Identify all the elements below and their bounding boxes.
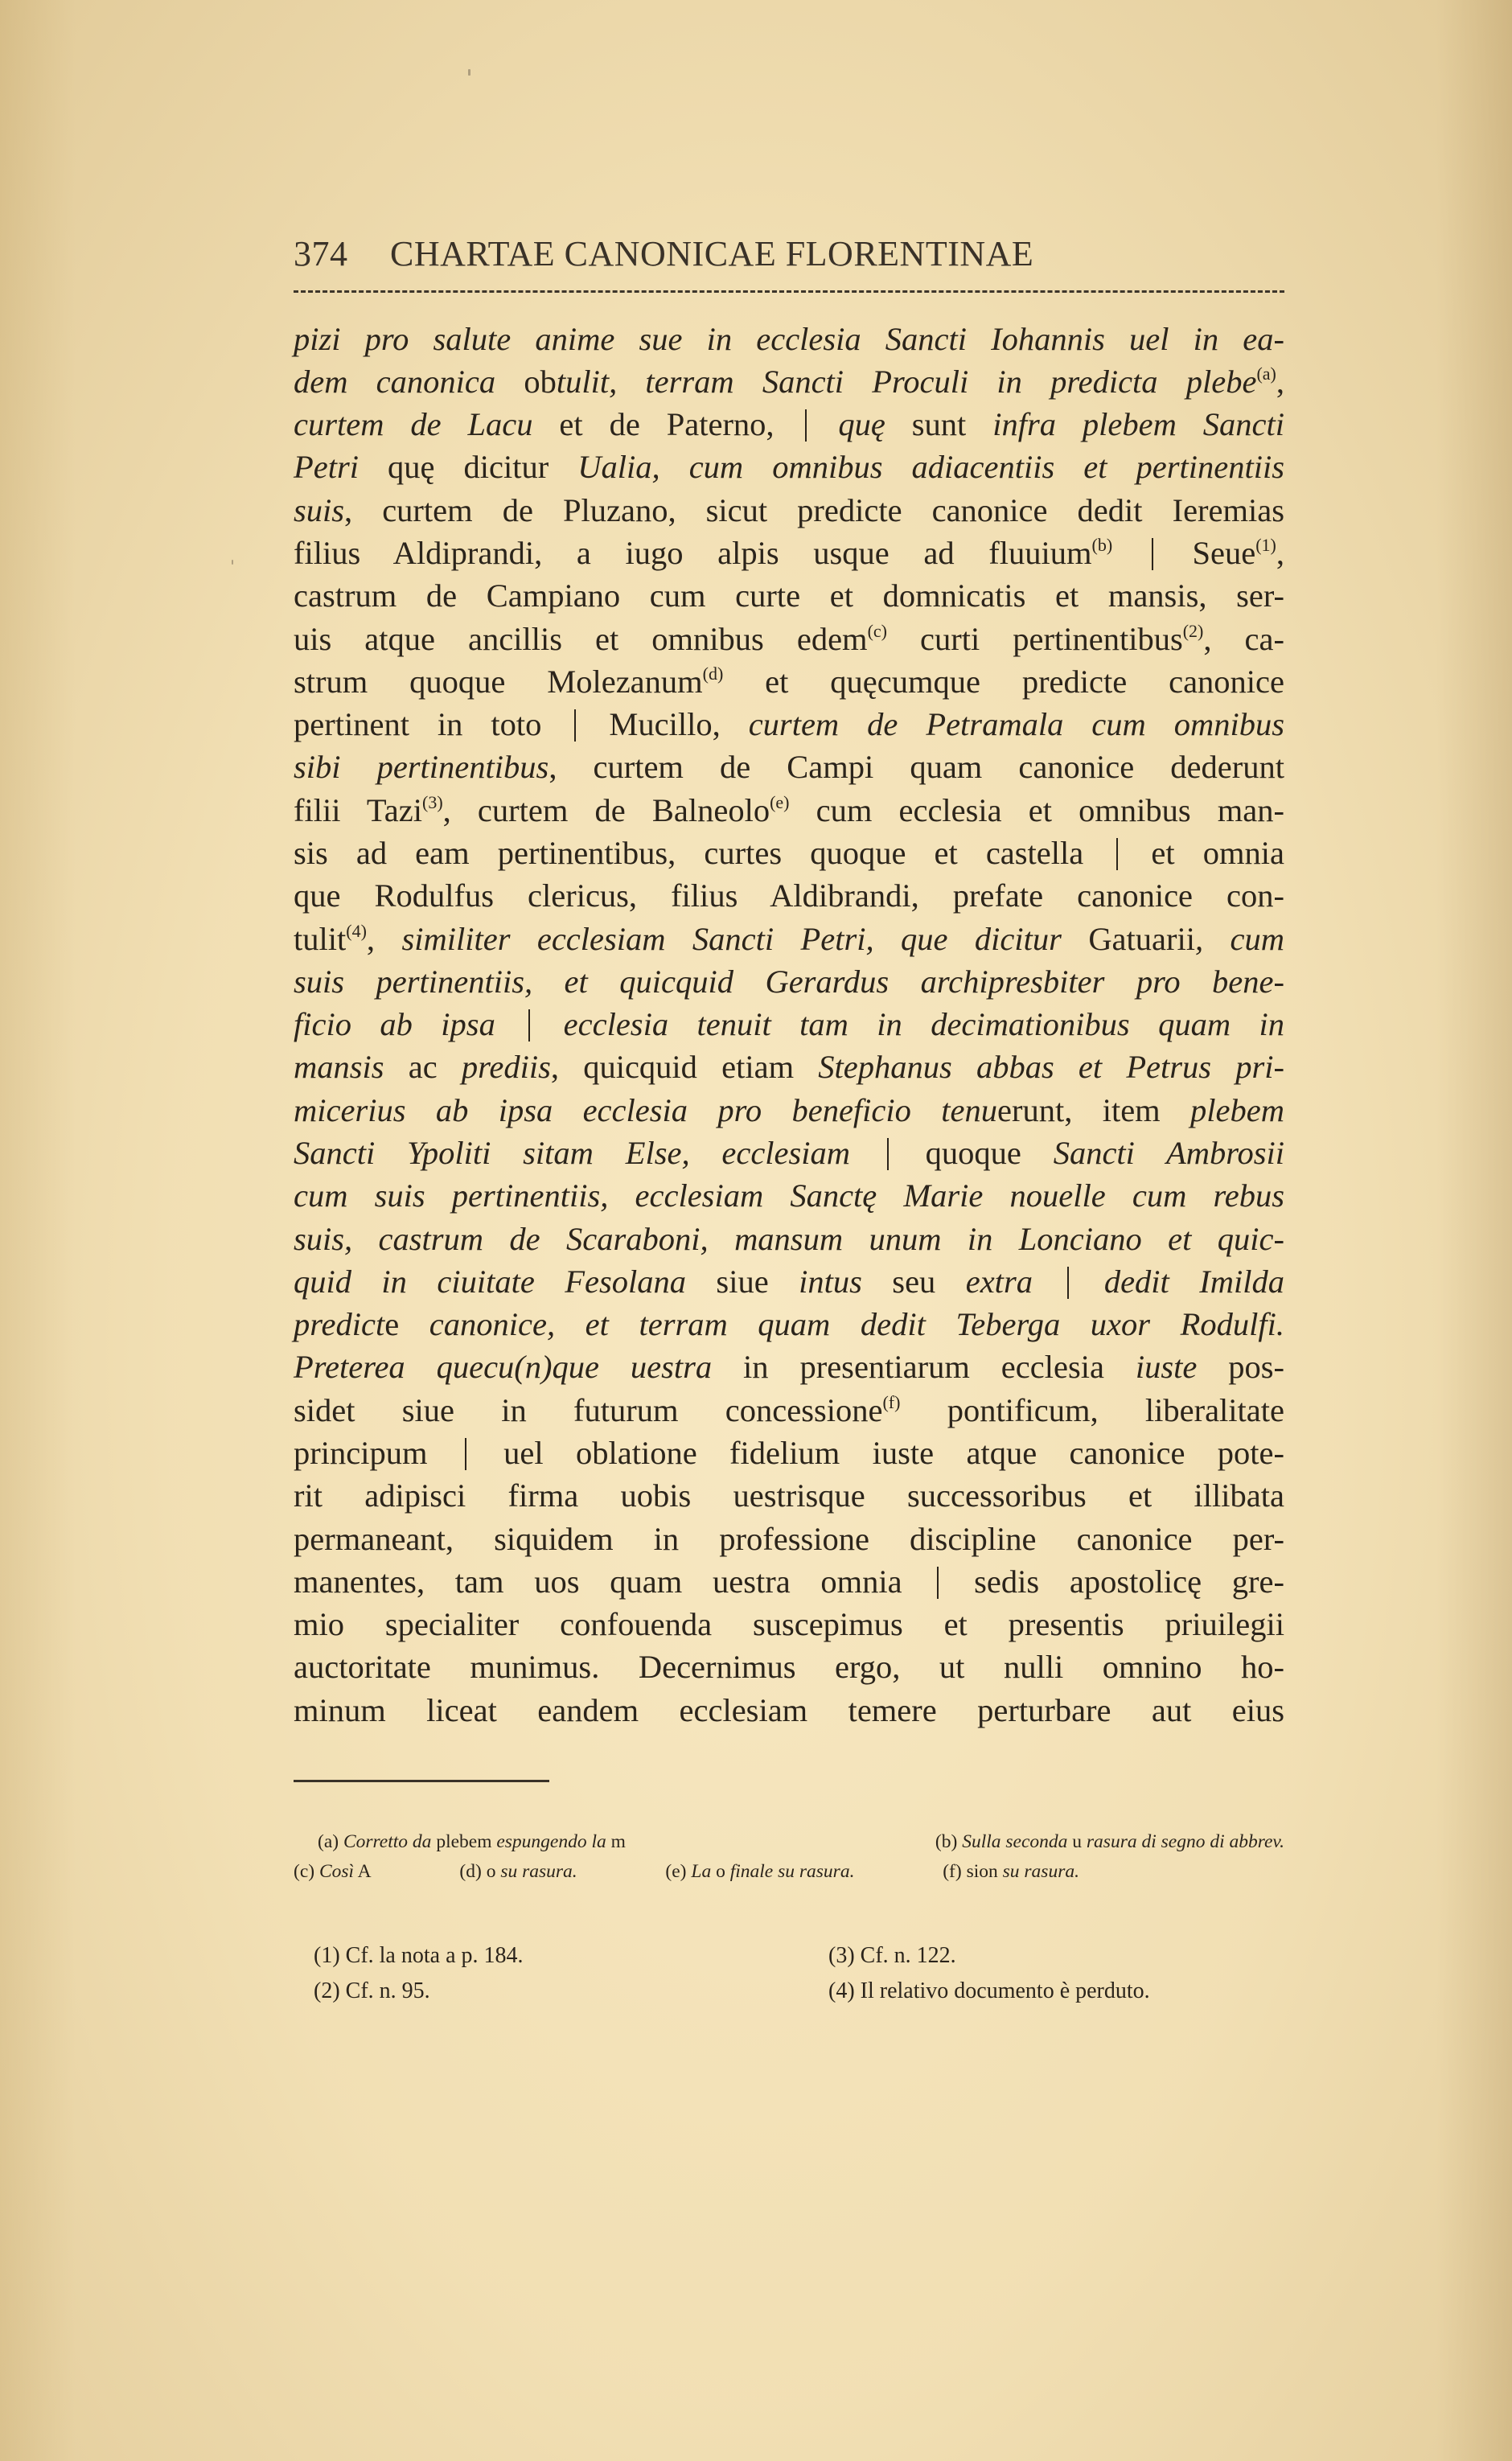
text-line	[294, 1603, 1284, 1645]
note-text: Corretto da	[343, 1831, 432, 1852]
footnote-text: Il relativo documento è perduto.	[860, 1978, 1150, 2003]
apparatus-note	[294, 1857, 372, 1887]
folio-break-marker	[574, 709, 576, 742]
italic-text: suis pertinentiis, et quicquid Gerardus archipresbiter pro bene-	[294, 963, 1284, 1000]
text-line	[294, 1218, 1284, 1260]
footnote	[314, 1974, 828, 2009]
italic-text: Petri	[294, 449, 359, 486]
italic-text: iuste	[1135, 1349, 1198, 1386]
roman-text: sedis apostolicę gre-	[943, 1563, 1284, 1600]
italic-text: ficio ab ipsa	[294, 1006, 524, 1043]
apparatus-note	[318, 1827, 626, 1857]
text-line	[294, 1089, 1284, 1132]
italic-text: sibi pertinentibus	[294, 749, 549, 786]
italic-text: mansis	[294, 1049, 384, 1086]
text-line	[294, 1046, 1284, 1088]
folio-break-marker	[805, 409, 807, 442]
text-line	[294, 746, 1284, 788]
italic-text: suis	[294, 491, 345, 528]
note-text: sion	[966, 1861, 1003, 1882]
italic-text: Sancti Ambrosii	[1053, 1134, 1284, 1171]
header-rule	[294, 290, 1284, 293]
apparatus-note	[459, 1857, 577, 1887]
italic-text: quę	[811, 406, 885, 443]
note-reference: (f)	[882, 1391, 901, 1412]
text-line	[294, 1518, 1284, 1560]
roman-text: uel oblatione fidelium iuste atque canonice pote-	[470, 1434, 1284, 1471]
note-text: La	[691, 1861, 712, 1882]
text-line	[294, 1389, 1284, 1432]
note-label: (b)	[935, 1831, 963, 1852]
apparatus-row	[294, 1827, 1284, 1857]
roman-text: principum	[294, 1434, 460, 1471]
text-line	[294, 918, 1284, 960]
text-line	[294, 403, 1284, 446]
roman-text: minum liceat eandem ecclesiam temere perturbare aut eius	[294, 1691, 1284, 1728]
note-reference: (4)	[346, 920, 367, 941]
roman-text: permaneant, siquidem in professione discipline canonice per-	[294, 1520, 1284, 1557]
footnote-text: Cf. la nota a p. 184.	[345, 1943, 524, 1968]
text-line	[294, 789, 1284, 832]
roman-text: seu	[861, 1263, 966, 1300]
italic-text: , cum	[1195, 920, 1285, 957]
note-text: A	[354, 1861, 372, 1882]
text-line	[294, 1645, 1284, 1688]
folio-break-marker	[528, 1009, 530, 1042]
note-reference: (a)	[1256, 363, 1276, 384]
text-line	[294, 574, 1284, 617]
roman-text: e	[384, 1306, 429, 1343]
roman-text: pertinent in toto	[294, 706, 570, 743]
note-reference: (2)	[1182, 620, 1204, 641]
note-text: su rasura.	[1002, 1861, 1079, 1882]
footnote-label: (1)	[314, 1943, 346, 1968]
note-text: Sulla seconda	[962, 1831, 1068, 1852]
italic-text: tulit, terram Sancti Proculi in predicta plebe	[556, 363, 1257, 400]
footnote	[314, 1938, 828, 1974]
italic-text: predict	[294, 1306, 385, 1343]
roman-text	[1112, 535, 1147, 571]
roman-text: et de Paterno,	[532, 406, 801, 443]
roman-text: in presentiarum ecclesia	[712, 1349, 1136, 1386]
note-text: su rasura.	[500, 1861, 577, 1882]
text-line	[294, 1174, 1284, 1217]
text-line	[294, 1003, 1284, 1046]
footnote-separator	[294, 1780, 549, 1782]
critical-apparatus	[294, 1827, 1284, 1887]
text-line	[294, 660, 1284, 703]
roman-text: Seue	[1157, 535, 1256, 572]
roman-text: rit adipisci firma uobis uestrisque successoribus et illibata	[294, 1477, 1284, 1514]
roman-text: ,	[1276, 535, 1285, 572]
running-title: CHARTAE CANONICAE FLORENTINAE	[390, 234, 1034, 273]
roman-text: et quęcumque predicte canonice	[723, 663, 1285, 700]
text-line	[294, 703, 1284, 746]
roman-text: ac	[384, 1049, 462, 1086]
italic-text: similiter ecclesiam Sancti Petri, que dicitur	[401, 920, 1089, 957]
text-line	[294, 618, 1284, 660]
note-label: (a)	[318, 1831, 343, 1852]
roman-text: , ca-	[1203, 620, 1284, 657]
note-reference: (b)	[1091, 535, 1113, 556]
folio-break-marker	[1152, 538, 1153, 570]
text-line	[294, 1260, 1284, 1303]
text-line	[294, 1303, 1284, 1346]
roman-text: que Rodulfus clericus, filius Aldibrandi, prefate canonice con-	[294, 877, 1284, 914]
roman-text: sunt	[885, 406, 993, 443]
note-reference: (3)	[422, 791, 443, 812]
note-text: o	[711, 1861, 730, 1882]
roman-text: castrum de Campiano cum curte et domnicatis et mansis, ser-	[294, 577, 1284, 614]
italic-text: Stephanus abbas et Petrus pri-	[818, 1049, 1284, 1086]
note-label: (d)	[459, 1861, 487, 1882]
folio-break-marker	[937, 1567, 939, 1599]
italic-text: ecclesia tenuit tam in decimationibus quam in	[535, 1006, 1284, 1043]
text-line	[294, 360, 1284, 403]
text-line	[294, 1689, 1284, 1732]
italic-text: dem canonica	[294, 363, 524, 400]
note-text: plebem	[431, 1831, 497, 1852]
text-line	[294, 532, 1284, 574]
roman-text: uis atque ancillis et omnibus edem	[294, 620, 868, 657]
note-label: (c)	[294, 1861, 319, 1882]
roman-text: auctoritate munimus. Decernimus ergo, ut nulli omnino ho-	[294, 1649, 1284, 1686]
roman-text: mio specialiter confouenda suscepimus et presentis priuilegii	[294, 1606, 1284, 1643]
text-line	[294, 832, 1284, 874]
italic-text: curtem de Lacu	[294, 406, 533, 443]
paper-speck	[232, 560, 233, 565]
roman-text: filius Aldiprandi, a iugo alpis usque ad fluuium	[294, 535, 1092, 572]
roman-text: pontificum, liberalitate	[900, 1391, 1285, 1428]
roman-text: , curtem de Campi quam canonice dederunt	[549, 749, 1284, 786]
italic-text: Sancti Ypoliti sitam Else, ecclesiam	[294, 1134, 882, 1171]
italic-text: quid in ciuitate Fesolana	[294, 1263, 686, 1300]
roman-text: erunt, item	[997, 1091, 1191, 1128]
italic-text: curtem de Petramala cum omnibus	[748, 706, 1285, 743]
roman-text: manentes, tam uos quam uestra omnia	[294, 1563, 933, 1600]
italic-text: intus	[799, 1263, 862, 1300]
italic-text: plebem	[1190, 1091, 1284, 1128]
roman-text: , curtem de Pluzano, sicut predicte canonice dedit Ieremias	[344, 491, 1284, 528]
italic-text: canonice, et terram quam dedit Teberga uxor Rodulfi.	[429, 1306, 1284, 1343]
text-line	[294, 960, 1284, 1003]
historical-footnotes	[314, 1938, 1287, 2009]
roman-text: sis ad eam pertinentibus, curtes quoque et castella	[294, 835, 1112, 871]
italic-text: micerius ab ipsa ecclesia pro beneficio tenu	[294, 1091, 997, 1128]
running-header	[294, 233, 1284, 274]
footnote-label: (4)	[828, 1978, 861, 2003]
italic-text: prediis	[461, 1049, 551, 1086]
italic-text: suis, castrum de Scaraboni, mansum unum in Lonciano et quic-	[294, 1220, 1284, 1257]
text-line	[294, 1560, 1284, 1603]
roman-text: siue	[686, 1263, 799, 1300]
footnote-label: (2)	[314, 1978, 346, 2003]
note-text: u	[1067, 1831, 1087, 1852]
italic-text: cum suis pertinentiis, ecclesiam Sanctę Marie nouelle cum rebus	[294, 1177, 1284, 1214]
note-reference: (e)	[770, 791, 790, 812]
text-line	[294, 874, 1284, 917]
roman-text: Mucillo,	[581, 706, 749, 743]
folio-break-marker	[1067, 1267, 1069, 1299]
note-label: (e)	[665, 1861, 692, 1882]
note-reference: (c)	[867, 620, 887, 641]
roman-text: , curtem de Balneolo	[442, 791, 770, 828]
apparatus-note	[665, 1857, 854, 1887]
note-reference: (d)	[702, 663, 724, 684]
italic-text: extra	[965, 1263, 1063, 1300]
roman-text: curti pertinentibus	[886, 620, 1183, 657]
italic-text: infra plebem Sancti	[992, 406, 1284, 443]
paper-speck	[468, 69, 470, 76]
folio-break-marker	[1116, 838, 1118, 870]
roman-text: strum quoque Molezanum	[294, 663, 703, 700]
text-line	[294, 489, 1284, 532]
italic-text: Ualia, cum omnibus adiacentiis et pertinentiis	[577, 449, 1284, 486]
folio-break-marker	[887, 1138, 889, 1170]
roman-text: et omnia	[1123, 835, 1284, 871]
text-line	[294, 1346, 1284, 1388]
roman-text: quę dicitur	[358, 449, 578, 486]
note-text: rasura di segno di abbrev.	[1086, 1831, 1284, 1852]
apparatus-note	[943, 1857, 1079, 1887]
roman-text: cum ecclesia et omnibus man-	[789, 791, 1284, 828]
roman-text: quoque	[893, 1134, 1054, 1171]
roman-text: ,	[366, 920, 402, 957]
text-line	[294, 318, 1284, 360]
apparatus-note	[935, 1827, 1284, 1857]
footnote	[828, 1974, 1287, 2009]
footnote-text: Cf. n. 95.	[345, 1978, 430, 2003]
roman-text: pos-	[1197, 1349, 1284, 1386]
roman-text: Gatuarii	[1088, 920, 1196, 957]
roman-text: , quicquid etiam	[550, 1049, 819, 1086]
main-text	[294, 318, 1284, 1732]
italic-text: pizi pro salute anime sue in ecclesia Sancti Iohannis uel in ea-	[294, 320, 1284, 357]
text-line	[294, 446, 1284, 488]
footnote-text: Cf. n. 122.	[860, 1943, 956, 1968]
roman-text: filii Tazi	[294, 791, 423, 828]
note-text: finale su rasura.	[729, 1861, 855, 1882]
footnote	[828, 1938, 1287, 1974]
text-line	[294, 1474, 1284, 1517]
note-text: espungendo la	[496, 1831, 606, 1852]
apparatus-row	[294, 1857, 1284, 1887]
note-text: o	[486, 1861, 501, 1882]
note-label: (f)	[943, 1861, 967, 1882]
note-reference: (1)	[1255, 535, 1276, 556]
folio-break-marker	[465, 1438, 466, 1470]
roman-text: ,	[1276, 363, 1284, 400]
note-text: Così	[318, 1861, 355, 1882]
roman-text: ob	[524, 363, 557, 400]
italic-text: Preterea quecu(n)que uestra	[294, 1349, 713, 1386]
roman-text: sidet siue in futurum concessione	[294, 1391, 883, 1428]
page-number: 374	[294, 234, 348, 273]
italic-text: dedit Imilda	[1074, 1263, 1284, 1300]
roman-text: tulit	[294, 920, 347, 957]
text-line	[294, 1132, 1284, 1174]
note-text: m	[606, 1831, 626, 1852]
footnote-label: (3)	[828, 1943, 861, 1968]
text-line	[294, 1432, 1284, 1474]
